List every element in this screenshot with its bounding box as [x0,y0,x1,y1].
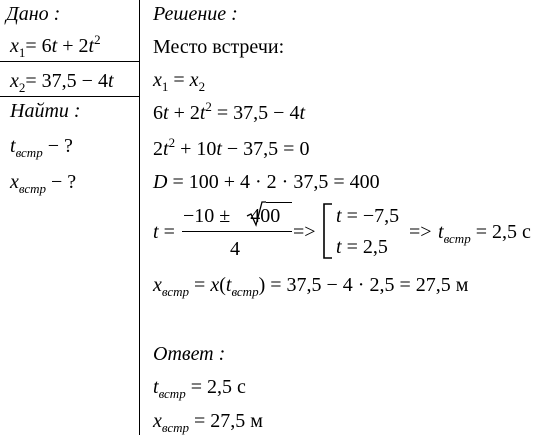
sqrt-vinculum [266,202,292,203]
answer-t-meeting: $t_{встр} = 2,5$ с [153,376,246,401]
find-x-meeting: $x_{встр}$ − ? [10,171,77,196]
find-title: Найти : [10,100,81,122]
find-overline [0,96,139,97]
answer-x-meeting: $x_{встр} = 27,5$ м [153,410,263,435]
meeting-coordinate-line: $x_{встр} = x(t_{встр}) = 37,5 - 4 \cdot 2,5 = 27,5$ м [153,274,469,299]
given-eq-1: $x_1= 6t + 2t^2$ [10,32,101,60]
given-underline [0,61,139,62]
root-numerator: −10 ± 400 [183,205,281,227]
root-denominator: 4 [230,238,240,260]
implies-arrow-1: => [293,221,316,243]
meeting-place-label: Место встречи: [153,36,285,58]
solution-title: Решение : [153,3,238,25]
solution-line-2: $6t + 2t^2 = 37,5 - 4t$ [153,99,306,124]
sqrt-sign [246,200,266,228]
answer-title: Ответ : [153,343,226,365]
vertical-divider [139,0,140,435]
given-eq-2: $x_2= 37,5 - 4t$ [10,70,114,95]
meeting-time-result: $t_{встр} = 2,5$ с [438,221,531,246]
given-title: Дано : [6,3,61,25]
discriminant-line: D = 100 + 4 · 2 · 37,5 = 400 [153,171,380,193]
solution-line-3: $2t^2 + 10t - 37,5 = 0$ [153,135,310,160]
find-t-meeting: $t_{встр}$ − ? [10,135,73,160]
solution-line-1: $x_1 = x_2$ [153,69,206,94]
root-2: t = 2,5 [336,236,388,258]
root-1: t = −7,5 [336,205,400,227]
roots-bracket [322,203,334,259]
root-formula-lhs: t = [153,221,175,243]
fraction-bar [182,231,292,232]
implies-arrow-2: => [409,221,432,243]
